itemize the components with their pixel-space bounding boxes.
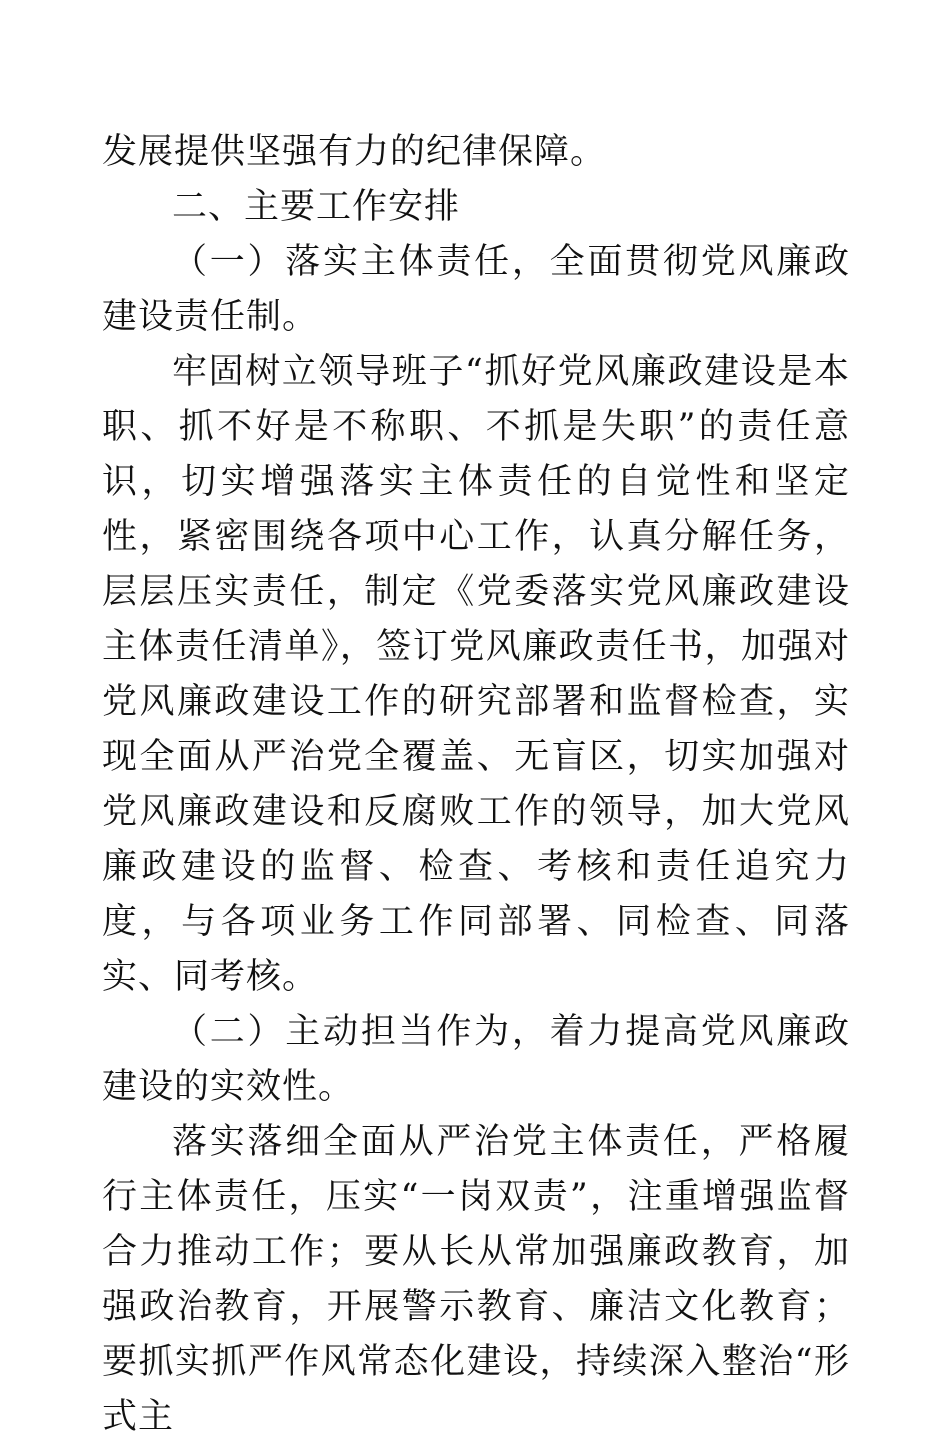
paragraph-continuation: 发展提供坚强有力的纪律保障。 [102, 132, 607, 172]
document-body [102, 125, 850, 1445]
subsection-heading-1: （一）落实主体责任，全面贯彻党风廉政建设责任制。 [102, 242, 850, 337]
section-heading: 二、主要工作安排 [172, 187, 461, 227]
body-paragraph-1: 牢固树立领导班子“抓好党风廉政建设是本职、抓不好是不称职、不抓是失职”的责任意识，切实增强落实主体责任的自觉性和坚定性，紧密围绕各项中心工作，认真分解任务，层层压实责任，制定《党委落实党风廉政建设主体责任清单》，签订党风廉政责任书，加强对党风廉政建设工作的研究部署和监督检查，实现全面从严治党全覆盖、无盲区，切实加强对党风廉政建设和反腐败工作的领导，加大党风廉政建设的监督、检查、考核和责任追究力度，与各项业务工作同部署、同检查、同落实、同考核。 [102, 352, 850, 997]
body-paragraph-2: 落实落细全面从严治党主体责任，严格履行主体责任，压实“一岗双责”，注重增强监督合力推动工作；要从长从常加强廉政教育，加强政治教育，开展警示教育、廉洁文化教育；要抓实抓严作风常态化建设，持续深入整治“形式主 [102, 1122, 850, 1437]
subsection-heading-2: （二）主动担当作为，着力提高党风廉政建设的实效性。 [102, 1012, 850, 1107]
